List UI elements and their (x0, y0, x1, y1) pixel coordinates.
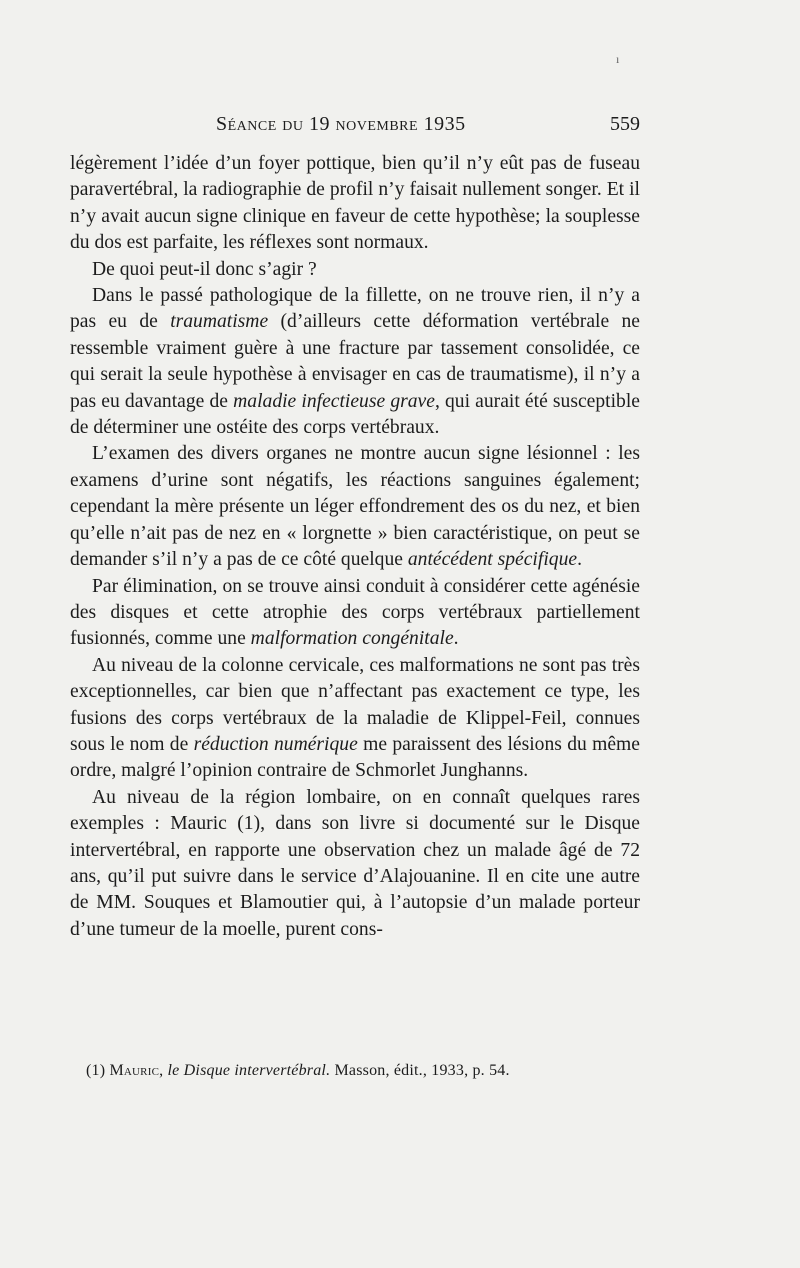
italic-phrase: réduction numérique (193, 733, 358, 755)
footnote-publisher: Masson, (334, 1062, 390, 1079)
footnote-marker: (1) (86, 1062, 106, 1079)
text-run: . (577, 549, 582, 571)
paragraph (70, 441, 640, 573)
text-run: Au niveau de la région lombaire, on en connaît quelques rares exemples : Mauric (1), dans son livre si documenté sur le Disque intervertébral, en rapporte une observation chez un malade âgé de 72 ans, qu’il put suivre dans le service d’Alajouanine. Il en cite une autre de MM. Souques et Blamoutier qui, à l’autopsie d’un malade porteur d’une tumeur de la moelle, purent cons- (70, 786, 640, 940)
running-head: Séance du 19 novembre 1935 (216, 113, 466, 135)
text-run: légèrement l’idée d’un foyer pottique, bien qu’il n’y eût pas de fuseau paravertébral, la radiographie de profil n’y faisait nullement songer. Et il n’y avait aucun signe clinique en faveur de cette hypothèse; la souplesse du dos est parfaite, les réflexes sont normaux. (70, 153, 640, 254)
footnote-author: Mauric, (109, 1062, 164, 1079)
paragraph (70, 151, 640, 257)
text-run: De quoi peut-il donc s’agir ? (92, 258, 317, 280)
text-run: Par élimination, on se trouve ainsi conduit à considérer cette agénésie des disques et cette atrophie des corps vertébraux partiellement fusionnés, comme une (70, 575, 640, 650)
text-run: . (453, 628, 459, 650)
text-run: (d’ailleurs cette déformation vertébrale ne ressemble vraiment guère à une fracture par tassement consolidée, ce qui serait la seule hypothèse à envisager en cas de traumatisme), il n’y a pas eu davantage de (70, 311, 640, 412)
italic-phrase: maladie infectieuse grave (233, 390, 435, 412)
footnote-title: le Disque intervertébral. (167, 1062, 331, 1079)
text-run: Au niveau de la colonne cervicale, ces malformations ne sont pas très exceptionnelles, car bien que n’affectant pas exactement ce type, les fusions des corps vertébraux de la maladie de Klippel-Feil, connues sous le nom de (70, 654, 640, 755)
page-number: 559 (610, 113, 640, 135)
paragraph (70, 257, 640, 283)
body-text (70, 151, 640, 943)
paragraph (70, 785, 640, 943)
italic-phrase: traumatisme (170, 311, 269, 333)
text-run: L’examen des divers organes ne montre aucun signe lésionnel : les examens d’urine sont négatifs, les réactions sanguines également; cependant la mère présente un léger effondrement des os du nez, et bien qu’elle n’ait pas de nez en « lorgnette » bien caractéristique, on peut se demander s’il n’y a pas de ce côté quelque (70, 443, 640, 571)
paragraph (70, 574, 640, 653)
text-run: me paraissent des lésions du même ordre, malgré l’opinion contraire de Schmorlet Junghanns. (70, 733, 640, 782)
footnote-details: édit., 1933, p. 54. (393, 1062, 510, 1079)
paragraph (70, 653, 640, 785)
text-run: Dans le passé pathologique de la fillette, on ne trouve rien, il n’y a pas eu de (70, 285, 640, 333)
italic-phrase: malformation congénitale (250, 628, 454, 650)
footnote (86, 1062, 510, 1080)
paragraph (70, 283, 640, 441)
page-header (70, 113, 640, 143)
text-run: , qui aurait été susceptible de déterminer une ostéite des corps vertébraux. (70, 390, 640, 439)
italic-phrase: antécédent spécifique (407, 549, 578, 571)
corner-mark: ı (616, 52, 620, 66)
